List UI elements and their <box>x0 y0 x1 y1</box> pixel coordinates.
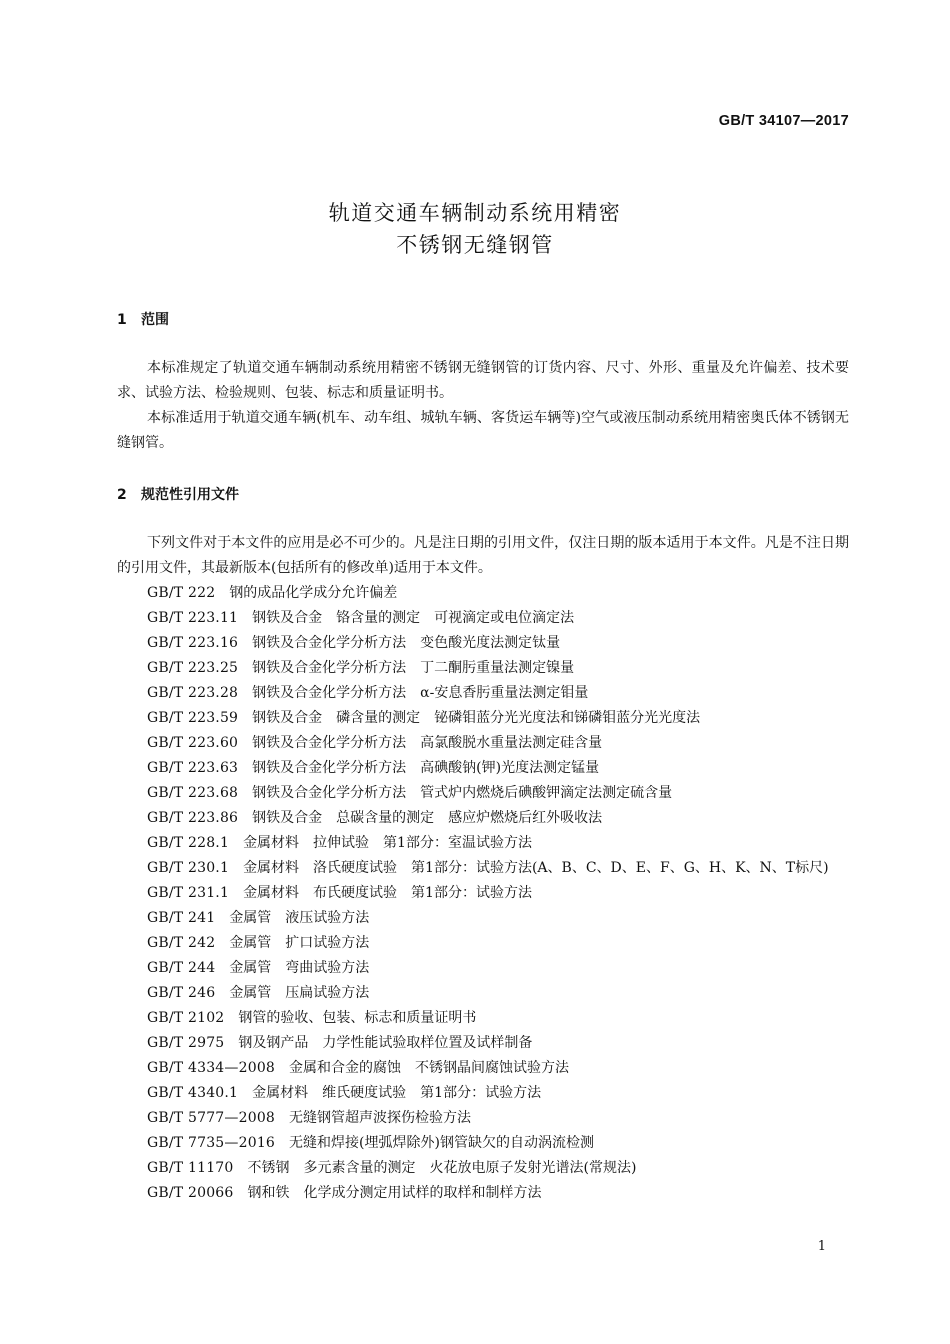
reference-code: GB/T 11170 <box>147 1160 234 1176</box>
reference-code: GB/T 241 <box>147 910 216 926</box>
reference-title: 金属材料 洛氏硬度试验 第1部分：试验方法(A、B、C、D、E、F、G、H、K、N、T标尺) <box>243 860 829 876</box>
reference-title: 钢铁及合金 总碳含量的测定 感应炉燃烧后红外吸收法 <box>252 810 603 826</box>
reference-list <box>117 581 849 1206</box>
reference-code: GB/T 231.1 <box>147 885 230 901</box>
reference-item <box>117 606 849 631</box>
standard-code: GB/T 34107—2017 <box>718 113 849 129</box>
section-number: 1 <box>117 312 127 328</box>
reference-title: 无缝和焊接(埋弧焊除外)钢管缺欠的自动涡流检测 <box>289 1135 594 1151</box>
reference-code: GB/T 2102 <box>147 1010 225 1026</box>
reference-title: 金属材料 布氏硬度试验 第1部分：试验方法 <box>243 885 532 901</box>
reference-item <box>117 1081 849 1106</box>
reference-item <box>117 956 849 981</box>
section-2-heading <box>117 484 239 504</box>
reference-title: 钢铁及合金化学分析方法 变色酸光度法测定钛量 <box>252 635 561 651</box>
reference-item <box>117 581 849 606</box>
reference-code: GB/T 244 <box>147 960 216 976</box>
reference-title: 钢铁及合金化学分析方法 α-安息香肟重量法测定钼量 <box>252 685 589 701</box>
reference-item <box>117 731 849 756</box>
reference-title: 金属和合金的腐蚀 不锈钢晶间腐蚀试验方法 <box>289 1060 570 1076</box>
reference-title: 金属材料 拉伸试验 第1部分：室温试验方法 <box>243 835 532 851</box>
reference-title: 无缝钢管超声波探伤检验方法 <box>289 1110 472 1126</box>
reference-item <box>117 1056 849 1081</box>
paragraph: 下列文件对于本文件的应用是必不可少的。凡是注日期的引用文件，仅注日期的版本适用于本文件。凡是不注日期的引用文件，其最新版本(包括所有的修改单)适用于本文件。 <box>117 535 849 576</box>
reference-item <box>117 756 849 781</box>
reference-code: GB/T 230.1 <box>147 860 230 876</box>
reference-title: 钢铁及合金 铬含量的测定 可视滴定或电位滴定法 <box>252 610 575 626</box>
reference-title: 钢和铁 化学成分测定用试样的取样和制样方法 <box>247 1185 542 1201</box>
reference-item <box>117 881 849 906</box>
reference-code: GB/T 223.25 <box>147 660 239 676</box>
reference-item <box>117 1181 849 1206</box>
reference-item <box>117 931 849 956</box>
reference-code: GB/T 222 <box>147 585 216 601</box>
reference-title: 钢铁及合金化学分析方法 高氯酸脱水重量法测定硅含量 <box>252 735 603 751</box>
reference-title: 钢管的验收、包装、标志和质量证明书 <box>238 1010 477 1026</box>
reference-code: GB/T 5777—2008 <box>147 1110 276 1126</box>
reference-title: 钢铁及合金化学分析方法 高碘酸钠(钾)光度法测定锰量 <box>252 760 600 776</box>
reference-item <box>117 1131 849 1156</box>
reference-code: GB/T 4334—2008 <box>147 1060 276 1076</box>
reference-code: GB/T 223.59 <box>147 710 239 726</box>
reference-item <box>117 1031 849 1056</box>
reference-item <box>117 1006 849 1031</box>
reference-code: GB/T 20066 <box>147 1185 234 1201</box>
reference-title: 金属材料 维氏硬度试验 第1部分：试验方法 <box>252 1085 542 1101</box>
document-title-line-1: 轨道交通车辆制动系统用精密 <box>328 201 622 225</box>
reference-code: GB/T 228.1 <box>147 835 230 851</box>
paragraph: 本标准适用于轨道交通车辆(机车、动车组、城轨车辆、客货运车辆等)空气或液压制动系统用精密奥氏体不锈钢无缝钢管。 <box>117 410 849 451</box>
reference-title: 钢铁及合金化学分析方法 丁二酮肟重量法测定镍量 <box>252 660 575 676</box>
reference-code: GB/T 223.86 <box>147 810 239 826</box>
section-1-heading <box>117 309 169 329</box>
reference-item <box>117 706 849 731</box>
reference-code: GB/T 223.16 <box>147 635 239 651</box>
reference-code: GB/T 2975 <box>147 1035 225 1051</box>
reference-code: GB/T 223.63 <box>147 760 239 776</box>
section-title: 范围 <box>141 312 169 328</box>
section-1-body <box>117 356 849 456</box>
reference-title: 钢及钢产品 力学性能试验取样位置及试样制备 <box>238 1035 533 1051</box>
reference-title: 钢铁及合金化学分析方法 管式炉内燃烧后碘酸钾滴定法测定硫含量 <box>252 785 673 801</box>
reference-code: GB/T 223.11 <box>147 610 239 626</box>
page-number: 1 <box>817 1239 826 1254</box>
section-number: 2 <box>117 487 127 503</box>
reference-code: GB/T 242 <box>147 935 216 951</box>
reference-code: GB/T 246 <box>147 985 216 1001</box>
reference-item <box>117 1106 849 1131</box>
reference-title: 金属管 弯曲试验方法 <box>229 960 370 976</box>
paragraph: 本标准规定了轨道交通车辆制动系统用精密不锈钢无缝钢管的订货内容、尺寸、外形、重量及允许偏差、技术要求、试验方法、检验规则、包装、标志和质量证明书。 <box>117 360 849 401</box>
reference-item <box>117 681 849 706</box>
reference-item <box>117 631 849 656</box>
reference-item <box>117 831 849 856</box>
section-2-body <box>117 531 849 581</box>
document-title-line-2: 不锈钢无缝钢管 <box>396 233 554 257</box>
reference-item <box>117 906 849 931</box>
reference-code: GB/T 4340.1 <box>147 1085 239 1101</box>
reference-title: 金属管 扩口试验方法 <box>229 935 370 951</box>
reference-code: GB/T 223.28 <box>147 685 239 701</box>
reference-code: GB/T 7735—2016 <box>147 1135 276 1151</box>
section-title: 规范性引用文件 <box>141 487 239 503</box>
reference-item <box>117 806 849 831</box>
reference-item <box>117 656 849 681</box>
reference-title: 钢的成品化学成分允许偏差 <box>229 585 398 601</box>
reference-code: GB/T 223.60 <box>147 735 239 751</box>
reference-title: 金属管 压扁试验方法 <box>229 985 370 1001</box>
reference-item <box>117 781 849 806</box>
reference-code: GB/T 223.68 <box>147 785 239 801</box>
reference-item <box>117 1156 849 1181</box>
reference-title: 不锈钢 多元素含量的测定 火花放电原子发射光谱法(常规法) <box>247 1160 637 1176</box>
reference-item <box>117 856 849 881</box>
reference-title: 金属管 液压试验方法 <box>229 910 370 926</box>
reference-title: 钢铁及合金 磷含量的测定 铋磷钼蓝分光光度法和锑磷钼蓝分光光度法 <box>252 710 701 726</box>
reference-item <box>117 981 849 1006</box>
